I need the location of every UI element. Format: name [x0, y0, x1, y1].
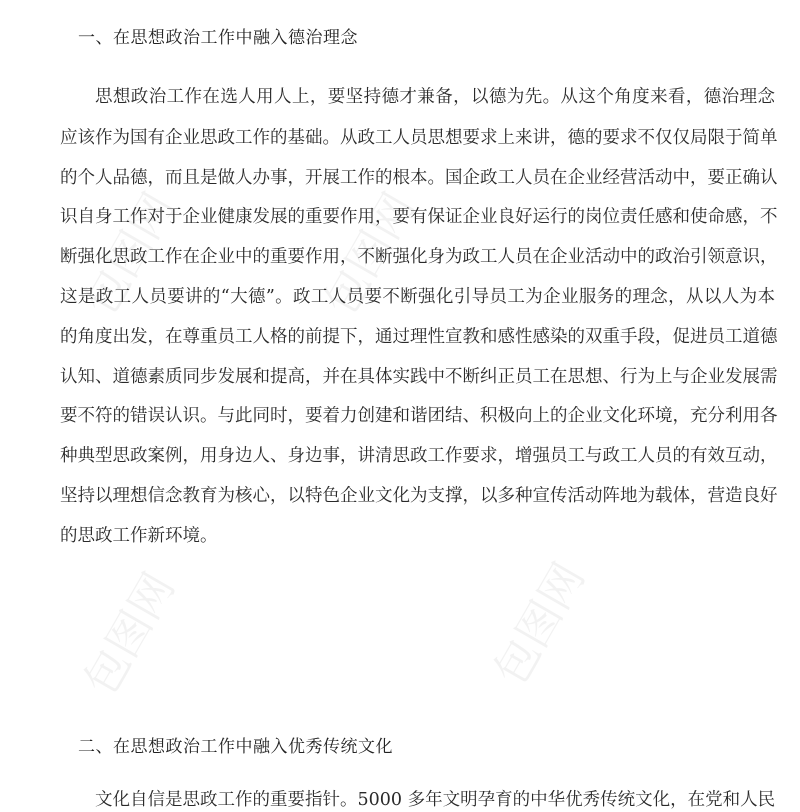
section-heading: 二、在思想政治工作中融入优秀传统文化 — [78, 737, 393, 757]
paragraph-line: 文化自信是思政工作的重要指针。5000 多年文明孕育的中华优秀传统文化，在党和人民 — [95, 790, 776, 810]
paragraph-line: 应该作为国有企业思政工作的基础。从政工人员思想要求上来讲，德的要求不仅仅局限于简单 — [60, 128, 778, 148]
paragraph-line: 识自身工作对于企业健康发展的重要作用，要有保证企业良好运行的岗位责任感和使命感，不 — [60, 207, 778, 227]
watermark: 包图网 — [484, 554, 595, 695]
paragraph-line: 种典型思政案例，用身边人、身边事，讲清思政工作要求，增强员工与政工人员的有效互动， — [60, 446, 778, 466]
paragraph-line: 认知、道德素质同步发展和提高，并在具体实践中不断纠正员工在思想、行为上与企业发展需 — [60, 367, 778, 387]
paragraph-line: 断强化思政工作在企业中的重要作用，不断强化身为政工人员在企业活动中的政治引领意识， — [60, 247, 778, 267]
paragraph-line: 这是政工人员要讲的“大德”。政工人员要不断强化引导员工为企业服务的理念，从以人为本 — [60, 287, 775, 307]
paragraph-line: 的角度出发，在尊重员工人格的前提下，通过理性宣教和感性感染的双重手段，促进员工道德 — [60, 327, 778, 347]
paragraph-line: 坚持以理想信念教育为核心，以特色企业文化为支撑，以多种宣传活动阵地为载体，营造良好 — [60, 486, 778, 506]
watermark: 包图网 — [314, 184, 425, 325]
section-heading: 一、在思想政治工作中融入德治理念 — [78, 28, 358, 48]
paragraph-line: 要不符的错误认识。与此同时，要着力创建和谐团结、积极向上的企业文化环境，充分利用各 — [60, 406, 778, 426]
paragraph-line: 的个人品德，而且是做人办事，开展工作的根本。国企政工人员在企业经营活动中，要正确认 — [60, 168, 778, 188]
paragraph-line: 思想政治工作在选人用人上，要坚持德才兼备，以德为先。从这个角度来看，德治理念 — [95, 87, 775, 107]
watermark: 包图网 — [74, 564, 185, 705]
paragraph-line: 的思政工作新环境。 — [60, 526, 218, 546]
watermark: 包图网 — [74, 184, 185, 325]
